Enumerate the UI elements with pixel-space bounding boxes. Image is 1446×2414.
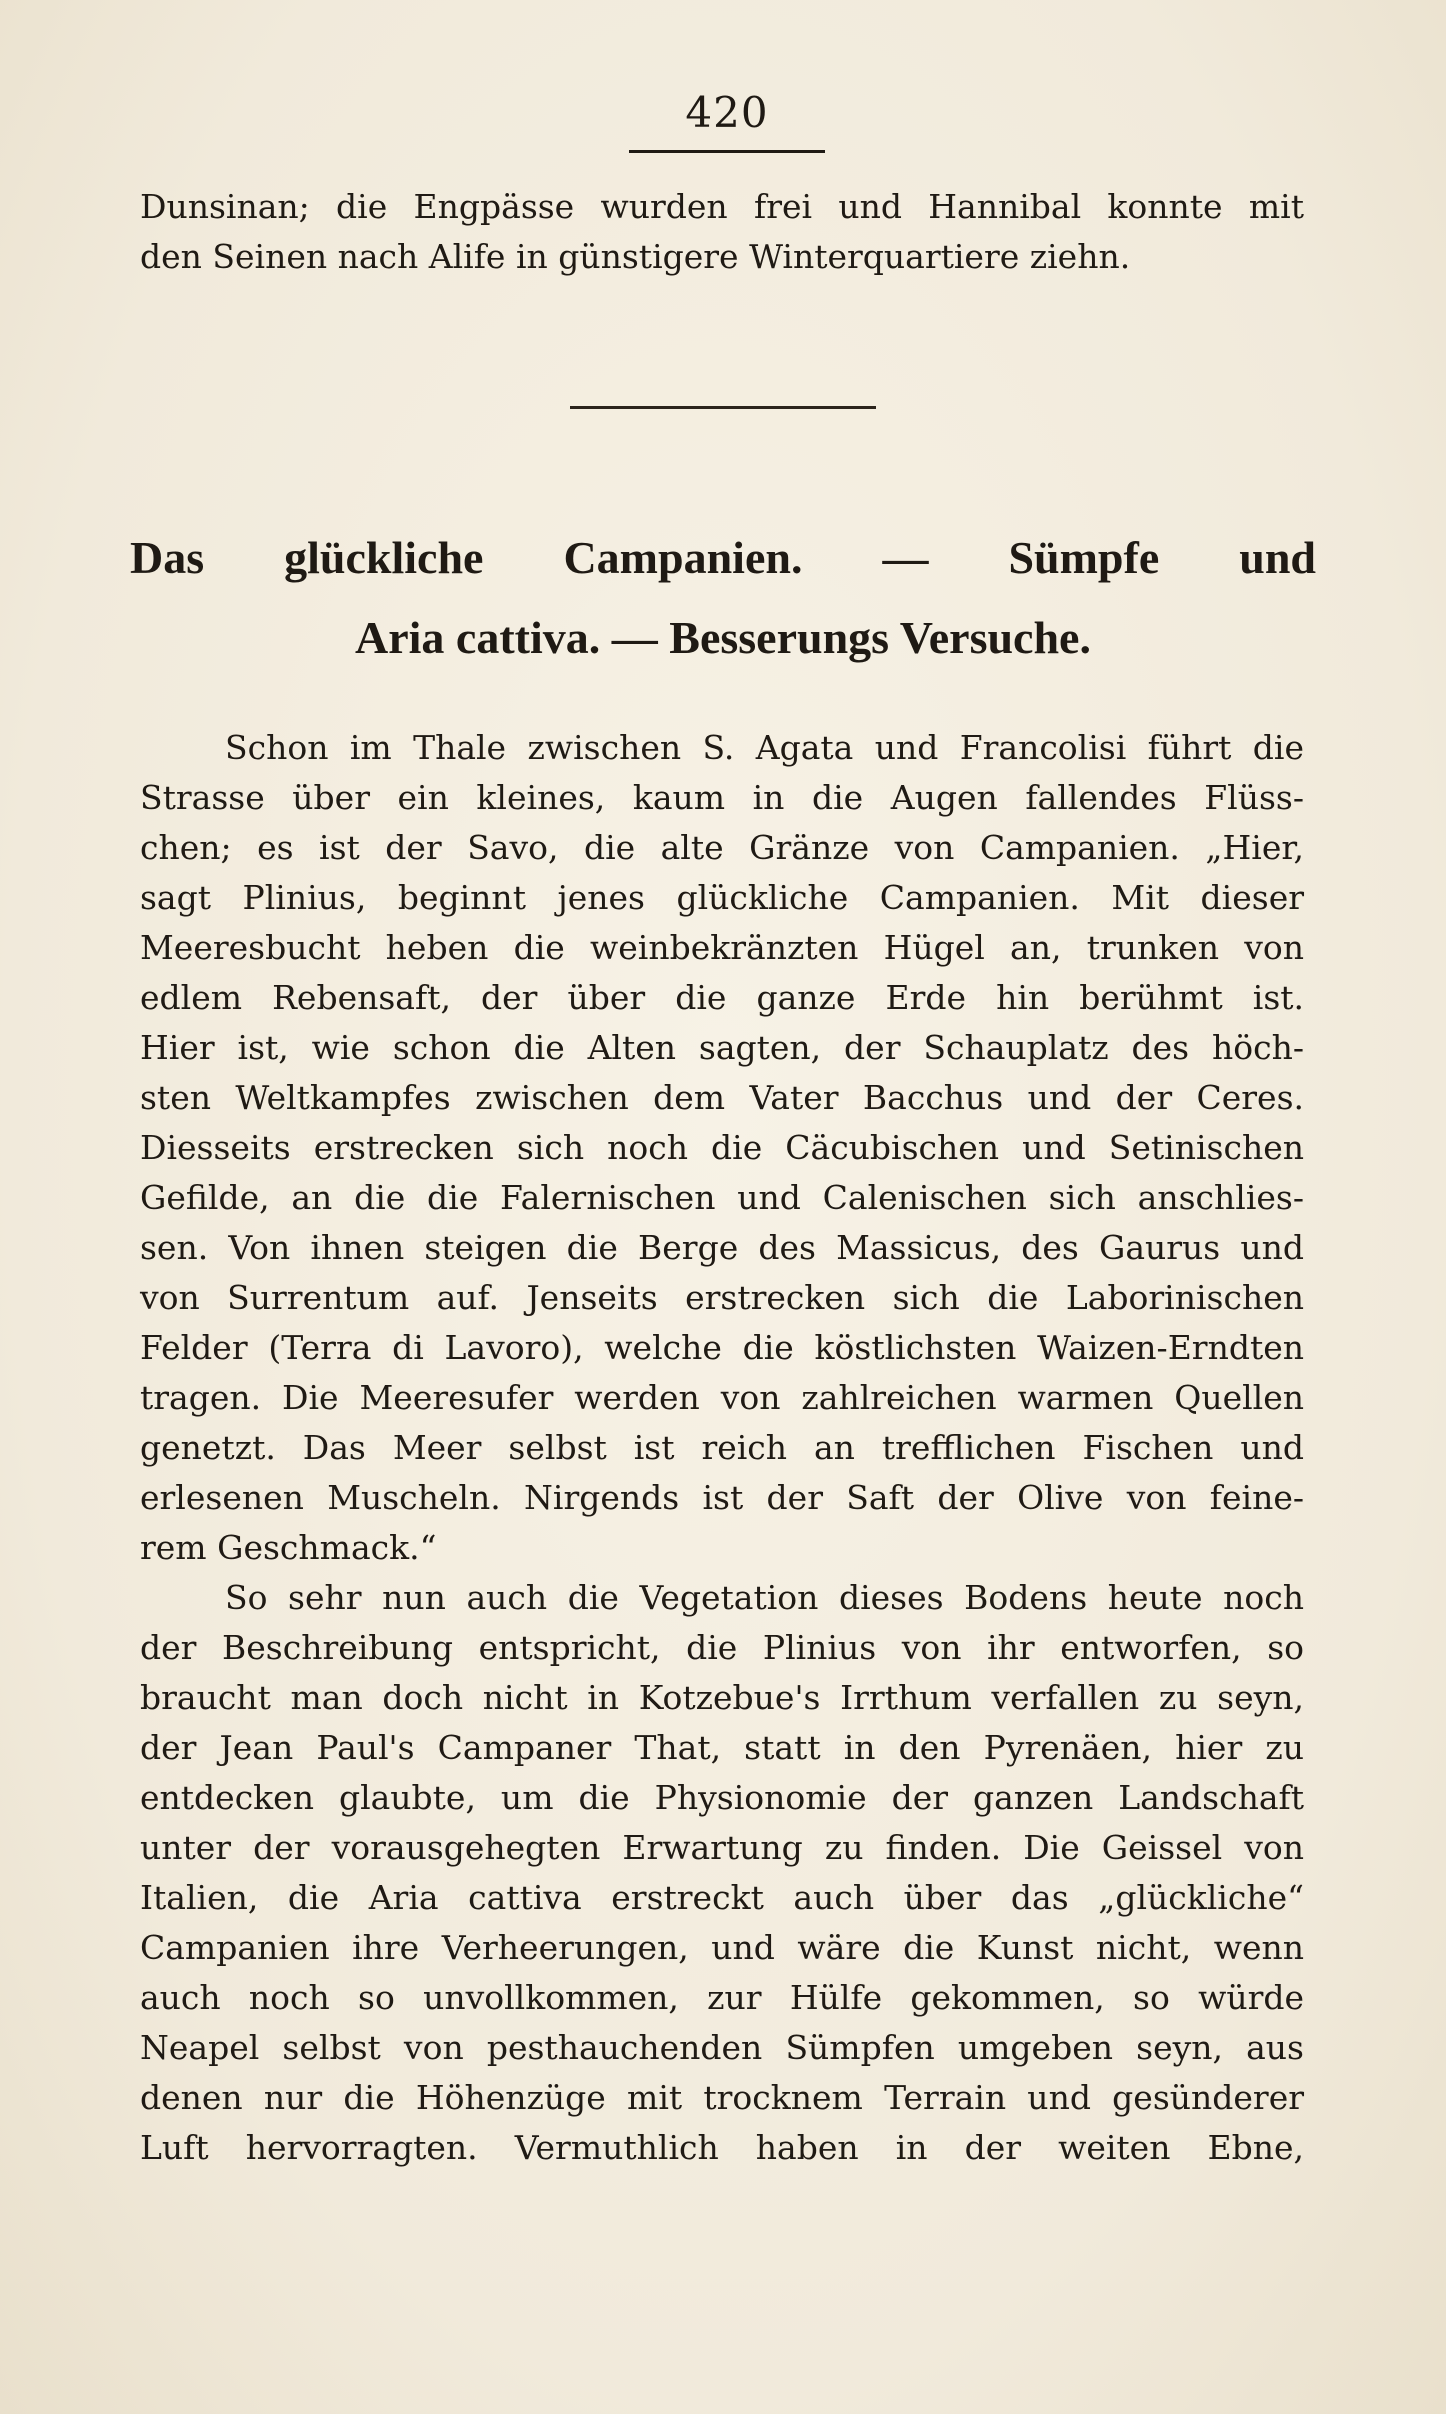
text-line: Italien, die Aria cattiva erstreckt auch über das „glückliche“ bbox=[140, 1878, 1304, 1917]
text-line: Gefilde, an die die Falernischen und Calenischen sich anschlies- bbox=[140, 1178, 1304, 1217]
heading-line: Aria cattiva. — Besserungs Versuche. bbox=[355, 612, 1091, 663]
text-line: braucht man doch nicht in Kotzebue's Irrthum verfallen zu seyn, bbox=[140, 1678, 1304, 1717]
text-line: sen. Von ihnen steigen die Berge des Massicus, des Gaurus und bbox=[140, 1228, 1304, 1267]
text-line: denen nur die Höhenzüge mit trocknem Terrain und gesünderer bbox=[140, 2078, 1304, 2117]
text-line: auch noch so unvollkommen, zur Hülfe gekommen, so würde bbox=[140, 1978, 1304, 2017]
text-line: Neapel selbst von pesthauchenden Sümpfen umgeben seyn, aus bbox=[140, 2028, 1304, 2067]
text-line: Schon im Thale zwischen S. Agata und Francolisi führt die bbox=[225, 728, 1304, 767]
text-line: tragen. Die Meeresufer werden von zahlreichen warmen Quellen bbox=[140, 1378, 1304, 1417]
text-line: Hier ist, wie schon die Alten sagten, der Schauplatz des höch- bbox=[140, 1028, 1304, 1067]
text-line: So sehr nun auch die Vegetation dieses Bodens heute noch bbox=[225, 1578, 1304, 1617]
text-line: Felder (Terra di Lavoro), welche die köstlichsten Waizen-Erndten bbox=[140, 1328, 1304, 1367]
text-line: chen; es ist der Savo, die alte Gränze von Campanien. „Hier, bbox=[140, 828, 1304, 867]
body-text bbox=[140, 723, 1304, 2173]
section-heading bbox=[130, 528, 1316, 688]
page-number: 420 bbox=[685, 88, 769, 137]
section-divider bbox=[570, 406, 876, 409]
text-line: den Seinen nach Alife in günstigere Winterquartiere ziehn. bbox=[140, 237, 1131, 276]
text-line: Dunsinan; die Engpässe wurden frei und Hannibal konnte mit bbox=[140, 187, 1304, 226]
text-line: Diesseits erstrecken sich noch die Cäcubischen und Setinischen bbox=[140, 1128, 1304, 1167]
continuation-paragraph bbox=[140, 182, 1304, 282]
text-line: sten Weltkampfes zwischen dem Vater Bacchus und der Ceres. bbox=[140, 1078, 1304, 1117]
text-line: rem Geschmack.“ bbox=[140, 1528, 437, 1567]
text-line: von Surrentum auf. Jenseits erstrecken sich die Laborinischen bbox=[140, 1278, 1304, 1317]
heading-line: Das glückliche Campanien. — Sümpfe und bbox=[130, 532, 1316, 583]
text-line: entdecken glaubte, um die Physionomie der ganzen Landschaft bbox=[140, 1778, 1304, 1817]
text-line: erlesenen Muscheln. Nirgends ist der Saft der Olive von feine- bbox=[140, 1478, 1304, 1517]
text-line: edlem Rebensaft, der über die ganze Erde hin berühmt ist. bbox=[140, 978, 1304, 1017]
text-line: sagt Plinius, beginnt jenes glückliche Campanien. Mit dieser bbox=[140, 878, 1304, 917]
text-line: genetzt. Das Meer selbst ist reich an trefflichen Fischen und bbox=[140, 1428, 1304, 1467]
text-line: unter der vorausgehegten Erwartung zu finden. Die Geissel von bbox=[140, 1828, 1304, 1867]
text-line: Strasse über ein kleines, kaum in die Augen fallendes Flüss- bbox=[140, 778, 1304, 817]
text-line: Luft hervorragten. Vermuthlich haben in der weiten Ebne, bbox=[140, 2128, 1304, 2167]
page-number-rule bbox=[629, 150, 825, 153]
text-line: der Jean Paul's Campaner That, statt in den Pyrenäen, hier zu bbox=[140, 1728, 1304, 1767]
text-line: der Beschreibung entspricht, die Plinius von ihr entworfen, so bbox=[140, 1628, 1304, 1667]
text-line: Campanien ihre Verheerungen, und wäre die Kunst nicht, wenn bbox=[140, 1928, 1304, 1967]
text-line: Meeresbucht heben die weinbekränzten Hügel an, trunken von bbox=[140, 928, 1304, 967]
